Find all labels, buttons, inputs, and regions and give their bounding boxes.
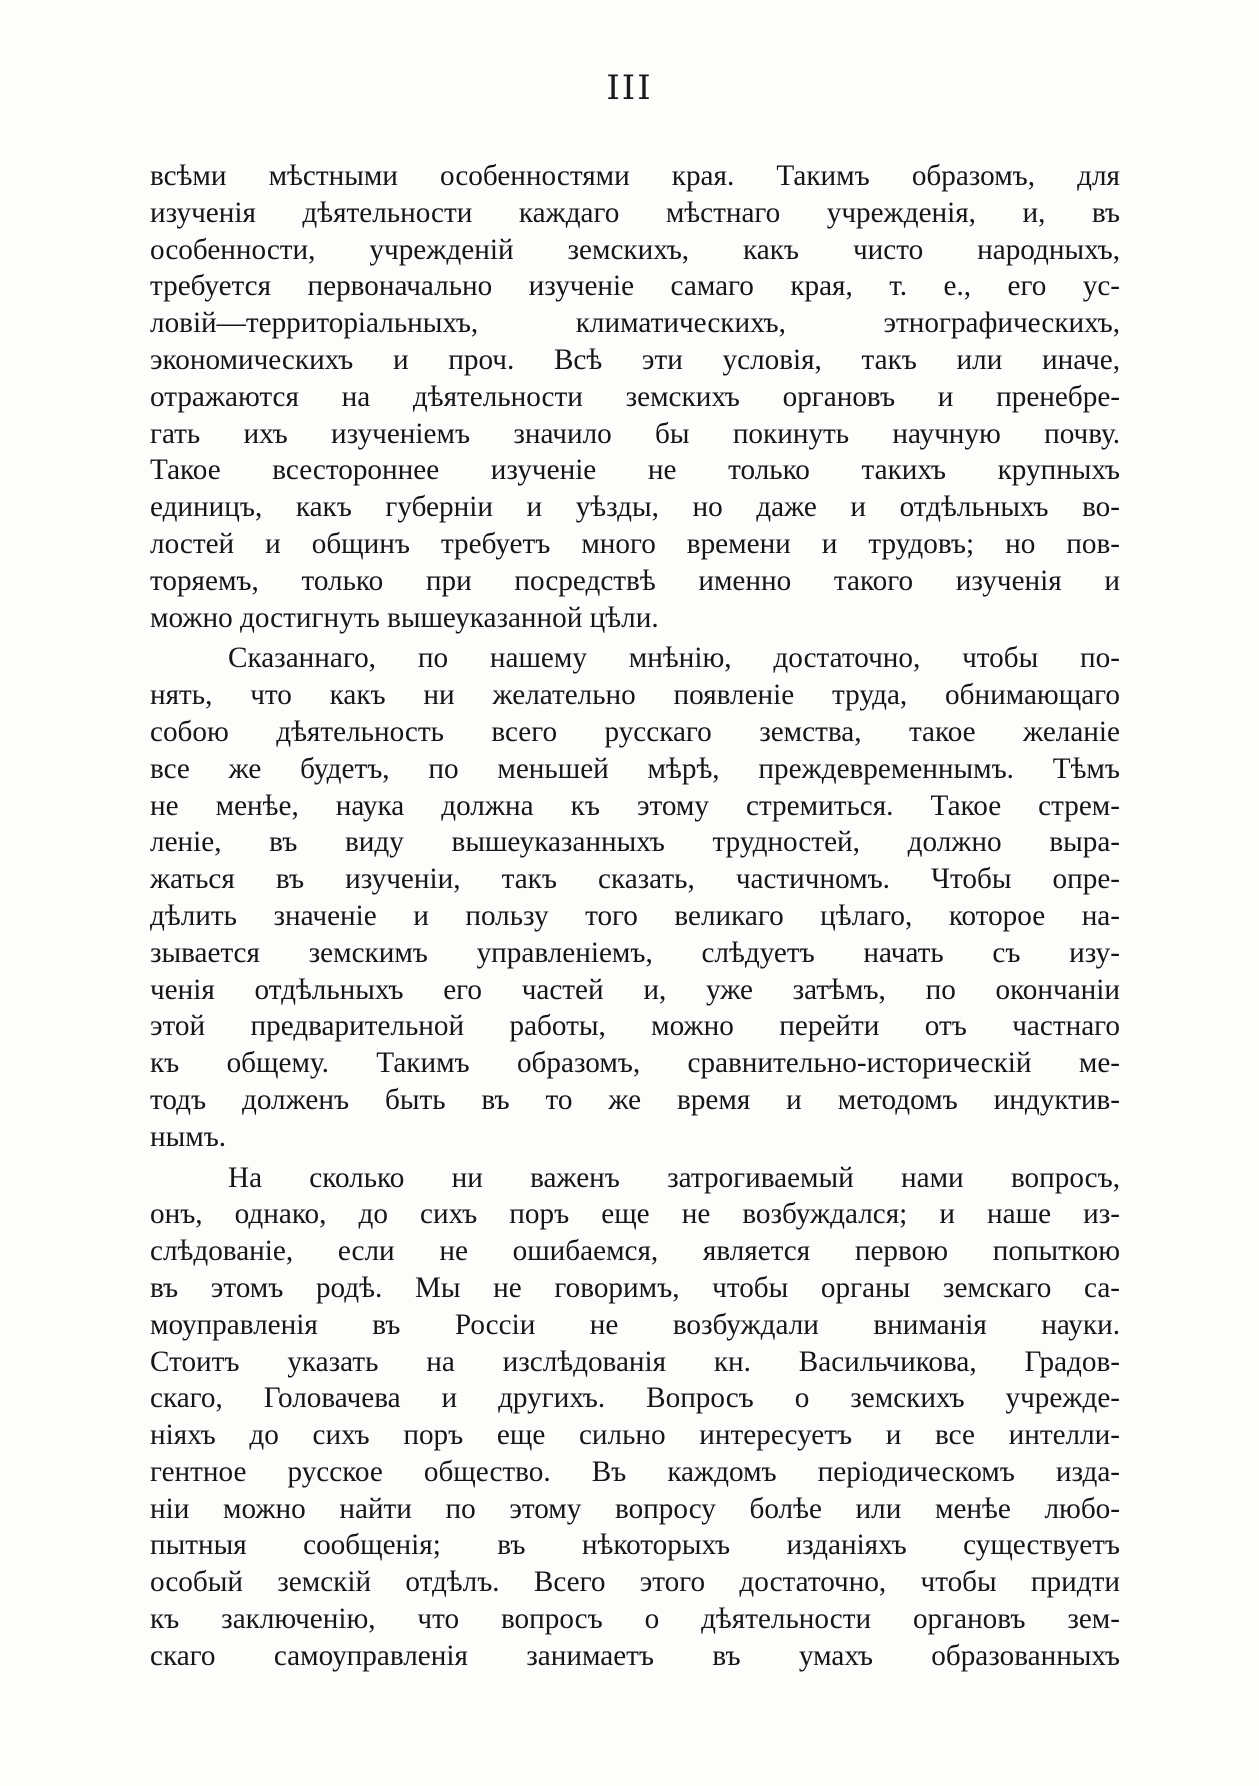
text-line: Такое всестороннее изученіе не только такихъ крупныхъ [150,454,1120,487]
text-line: Сказаннаго, по нашему мнѣнію, достаточно, чтобы по- [228,642,1120,675]
text-line: къ общему. Такимъ образомъ, сравнительно-историческій ме- [150,1047,1120,1080]
text-line: этой предварительной работы, можно перейти отъ частнаго [150,1010,1120,1043]
text-line: онъ, однако, до сихъ поръ еще не возбуждался; и наше из- [150,1198,1120,1231]
text-line: жаться въ изученіи, такъ сказать, частичномъ. Чтобы опре- [150,863,1120,896]
text-line: единицъ, какъ губерніи и уѣзды, но даже и отдѣльныхъ во- [150,491,1120,524]
text-line: гать ихъ изученіемъ значило бы покинуть научную почву. [150,417,1120,450]
text-line: изученія дѣятельности каждаго мѣстнаго учрежденія, и, въ [150,196,1120,229]
text-line: пытныя сообщенія; въ нѣкоторыхъ изданіяхъ существуетъ [150,1529,1120,1562]
text-line: экономическихъ и проч. Всѣ эти условія, такъ или иначе, [150,343,1120,376]
text-line: Стоитъ указать на изслѣдованія кн. Васильчикова, Градов- [150,1345,1120,1378]
text-line: ченія отдѣльныхъ его частей и, уже затѣмъ, по окончаніи [150,973,1120,1006]
text-line: скаго самоуправленія занимаетъ въ умахъ образованныхъ [150,1639,1120,1672]
text-line: тодъ долженъ быть въ то же время и методомъ индуктив- [150,1083,1120,1116]
text-line: На сколько ни важенъ затрогиваемый нами вопросъ, [228,1161,1120,1194]
text-line: можно достигнуть вышеуказанной цѣли. [150,601,659,634]
page-number: III [606,68,653,108]
text-line: всѣми мѣстными особенностями края. Такимъ образомъ, для [150,160,1120,192]
text-line: ловій—территоріальныхъ, климатическихъ, этнографическихъ, [150,307,1120,340]
text-line: дѣлить значеніе и пользу того великаго цѣлаго, которое на- [150,899,1120,932]
text-line: лостей и общинъ требуетъ много времени и трудовъ; но пов- [150,527,1120,560]
text-line: требуется первоначально изученіе самаго края, т. е., его ус- [150,270,1120,303]
text-line: слѣдованіе, если не ошибаемся, является первою попыткою [150,1235,1120,1268]
paragraph-1 [150,158,1120,636]
text-line: ніяхъ до сихъ поръ еще сильно интересуетъ и все интелли- [150,1419,1120,1452]
text-line: особенности, учрежденій земскихъ, какъ чисто народныхъ, [150,233,1120,266]
text-line: особый земскій отдѣлъ. Всего этого достаточно, чтобы придти [150,1566,1120,1599]
text-line: леніе, въ виду вышеуказанныхъ трудностей, должно выра- [150,826,1120,859]
body-text [150,158,1120,1675]
text-line: отражаются на дѣятельности земскихъ органовъ и пренебре- [150,380,1120,413]
text-line: все же будетъ, по меньшей мѣрѣ, преждевременнымъ. Тѣмъ [150,752,1120,785]
text-line: нять, что какъ ни желательно появленіе труда, обнимающаго [150,679,1120,712]
text-line: нымъ. [150,1120,227,1153]
text-line: торяемъ, только при посредствѣ именно такого изученія и [150,564,1120,597]
text-line: къ заключенію, что вопросъ о дѣятельности органовъ зем- [150,1603,1120,1636]
text-line: не менѣе, наука должна къ этому стремиться. Такое стрем- [150,789,1120,822]
text-line: ніи можно найти по этому вопросу болѣе или менѣе любо- [150,1492,1120,1525]
text-line: скаго, Головачева и другихъ. Вопросъ о земскихъ учрежде- [150,1382,1120,1415]
text-line: гентное русское общество. Въ каждомъ періодическомъ изда- [150,1455,1120,1488]
text-line: въ этомъ родѣ. Мы не говоримъ, чтобы органы земскаго са- [150,1271,1120,1304]
paragraph-3 [150,1160,1120,1675]
text-line: моуправленія въ Россіи не возбуждали вниманія науки. [150,1308,1120,1341]
text-line: зывается земскимъ управленіемъ, слѣдуетъ начать съ изу- [150,936,1120,969]
text-line: собою дѣятельность всего русскаго земства, такое желаніе [150,715,1120,748]
paragraph-2 [150,640,1120,1155]
